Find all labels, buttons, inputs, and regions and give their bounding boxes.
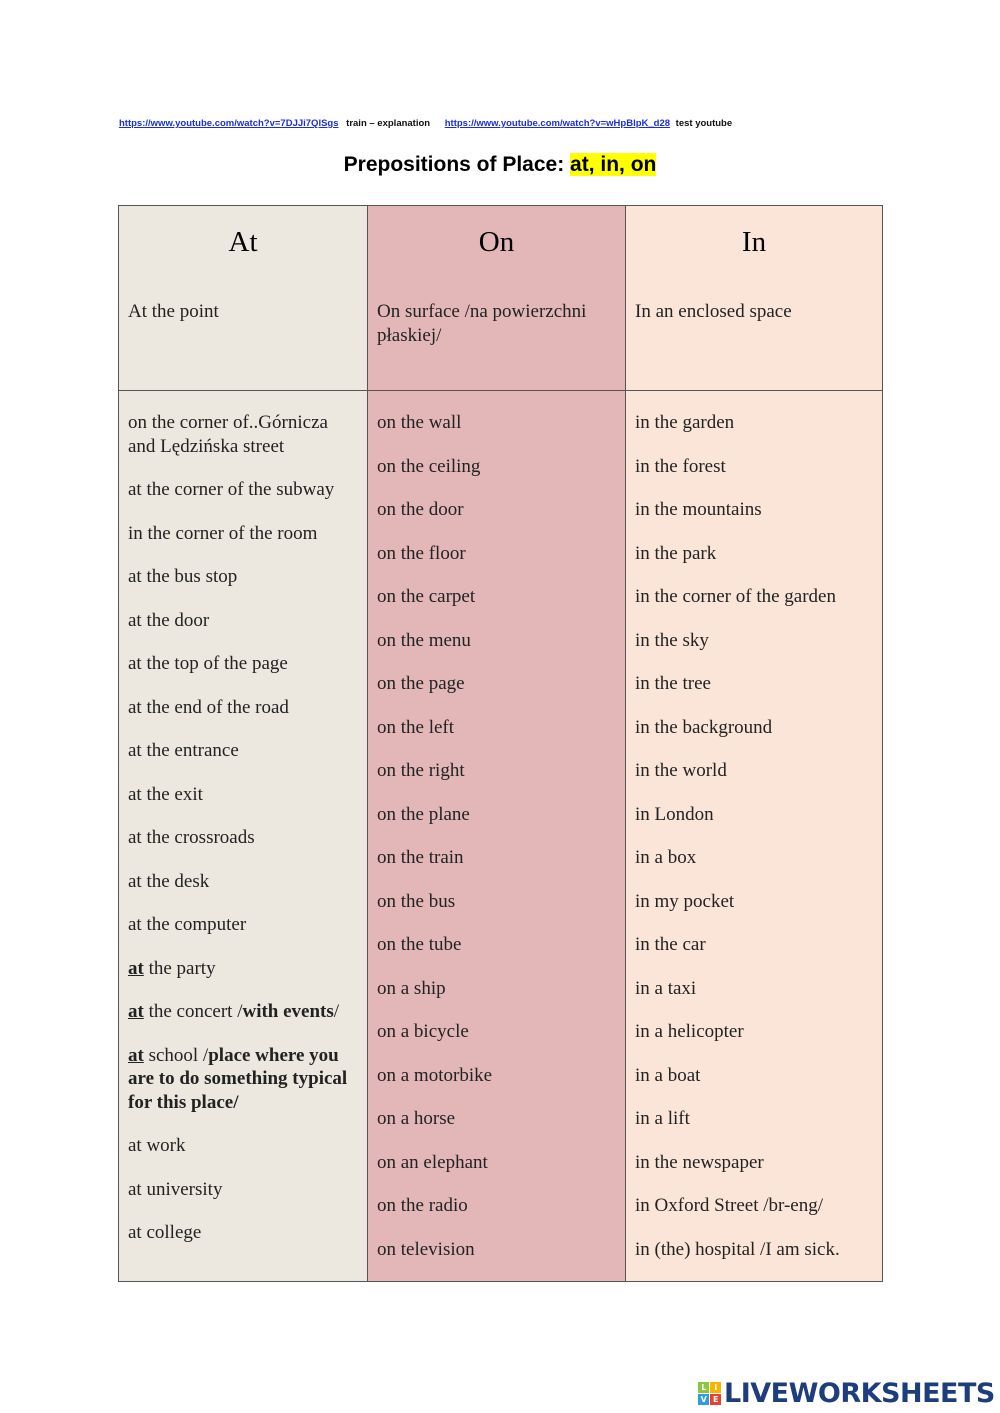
list-item	[635, 933, 872, 957]
item-text: at the door	[128, 609, 210, 631]
in-examples-cell	[626, 391, 883, 1282]
logo-tiles-icon	[698, 1382, 721, 1405]
list-item	[128, 478, 357, 502]
list-item	[377, 455, 615, 479]
list-item	[377, 542, 615, 566]
item-text: at college	[128, 1222, 202, 1243]
item-text: on the wall	[377, 412, 462, 433]
list-item	[635, 1064, 872, 1088]
item-text: in the sky	[635, 629, 709, 651]
list-item	[128, 1178, 357, 1202]
list-item	[635, 890, 872, 914]
item-text: in the background	[635, 716, 773, 738]
item-text: at the exit	[128, 783, 203, 805]
item-text: in (the) hospital /I am sick.	[635, 1238, 840, 1260]
title-highlight: at, in, on	[570, 153, 657, 176]
item-text: on the corner of..Górnicza and Lędzińska street	[128, 412, 328, 457]
list-item	[128, 411, 357, 458]
column-description: At the point	[128, 301, 219, 322]
list-item	[377, 1238, 615, 1262]
header-at	[119, 206, 368, 391]
list-item	[128, 913, 357, 937]
list-item	[377, 498, 615, 522]
item-text: /	[333, 1001, 340, 1022]
item-text: in London	[635, 803, 714, 825]
list-item	[128, 522, 357, 546]
item-text: at the desk	[128, 870, 210, 892]
list-item	[128, 696, 357, 720]
at-examples	[119, 391, 367, 1245]
list-item	[635, 411, 872, 435]
list-item	[128, 957, 357, 981]
title-text: Prepositions of Place:	[343, 153, 571, 176]
header-row	[119, 206, 883, 391]
item-text: on the door	[377, 499, 464, 520]
item-text: at the top of the page	[128, 653, 288, 674]
logo-tile: L	[698, 1382, 709, 1393]
item-text: the concert /	[143, 1001, 243, 1022]
header-on	[368, 206, 626, 391]
list-item	[377, 803, 615, 827]
item-text: at	[128, 1001, 144, 1022]
item-text: the party	[143, 957, 216, 979]
list-item	[377, 977, 615, 1001]
list-item	[377, 672, 615, 696]
item-text: place where you are to do something typical for this place/	[128, 1044, 348, 1113]
list-item	[128, 1000, 357, 1024]
item-text: on a ship	[377, 977, 446, 999]
item-text: on an elephant	[377, 1151, 488, 1173]
item-text: with events	[242, 1001, 334, 1022]
youtube-link-2[interactable]: https://www.youtube.com/watch?v=wHpBlpK_d28	[444, 118, 671, 129]
item-text: in Oxford Street /br-eng/	[635, 1195, 823, 1216]
item-text: on the menu	[377, 629, 471, 651]
list-item	[635, 455, 872, 479]
youtube-link-1[interactable]: https://www.youtube.com/watch?v=7DJJi7QlSgs	[119, 118, 339, 129]
list-item	[635, 672, 872, 696]
item-text: in a box	[635, 847, 697, 868]
logo-tile: E	[710, 1394, 721, 1405]
item-text: in the park	[635, 542, 717, 564]
item-text: on the tube	[377, 934, 462, 955]
column-description: On surface /na powierzchni płaskiej/	[377, 301, 587, 346]
list-item	[635, 1238, 872, 1262]
liveworksheets-logo	[698, 1378, 995, 1409]
list-item	[128, 1221, 357, 1245]
list-item	[635, 846, 872, 870]
item-text: in the corner of the room	[128, 522, 318, 544]
item-text: on the ceiling	[377, 455, 481, 477]
page-title	[0, 153, 1000, 177]
item-text: in the car	[635, 934, 706, 955]
video-links	[119, 118, 732, 129]
item-text: in the newspaper	[635, 1151, 764, 1173]
link-1-note: train – explanation	[346, 118, 431, 129]
item-text: in a helicopter	[635, 1021, 744, 1042]
item-text: on the carpet	[377, 586, 476, 607]
in-examples	[626, 391, 882, 1261]
item-text: in the garden	[635, 412, 735, 433]
list-item	[635, 1151, 872, 1175]
item-text: in the forest	[635, 455, 726, 477]
item-text: on the floor	[377, 542, 466, 564]
item-text: in a boat	[635, 1064, 701, 1086]
list-item	[128, 565, 357, 589]
list-item	[377, 1020, 615, 1044]
item-text: at the computer	[128, 914, 247, 935]
item-text: at the bus stop	[128, 566, 238, 587]
item-text: on the plane	[377, 803, 470, 825]
item-text: on the bus	[377, 890, 456, 912]
list-item	[635, 542, 872, 566]
at-examples-cell	[119, 391, 368, 1282]
list-item	[635, 803, 872, 827]
list-item	[377, 1194, 615, 1218]
list-item	[128, 652, 357, 676]
item-text: in the corner of the garden	[635, 586, 836, 607]
item-text: on a motorbike	[377, 1064, 493, 1086]
list-item	[377, 890, 615, 914]
list-item	[128, 870, 357, 894]
list-item	[128, 739, 357, 763]
list-item	[635, 629, 872, 653]
list-item	[377, 1107, 615, 1131]
item-text: at the end of the road	[128, 696, 289, 718]
list-item	[377, 846, 615, 870]
list-item	[635, 759, 872, 783]
list-item	[377, 585, 615, 609]
list-item	[128, 783, 357, 807]
list-item	[377, 411, 615, 435]
item-text: on a horse	[377, 1108, 456, 1129]
list-item	[128, 1044, 357, 1115]
on-examples	[368, 391, 625, 1261]
item-text: on the right	[377, 760, 465, 781]
list-item	[128, 826, 357, 850]
item-text: in a lift	[635, 1108, 690, 1129]
header-in	[626, 206, 883, 391]
list-item	[635, 498, 872, 522]
list-item	[635, 1194, 872, 1218]
item-text: at	[128, 957, 144, 979]
item-text: on the radio	[377, 1195, 468, 1216]
item-text: on the train	[377, 847, 464, 868]
item-text: in my pocket	[635, 890, 735, 912]
column-name: At	[228, 226, 258, 258]
item-text: at work	[128, 1135, 186, 1156]
list-item	[635, 1107, 872, 1131]
list-item	[377, 629, 615, 653]
list-item	[377, 933, 615, 957]
item-text: at	[128, 1044, 144, 1066]
item-text: at the crossroads	[128, 827, 255, 848]
prepositions-table	[118, 205, 883, 1282]
item-text: school /	[143, 1044, 209, 1066]
list-item	[635, 716, 872, 740]
logo-tile: V	[698, 1394, 709, 1405]
list-item	[128, 1134, 357, 1158]
item-text: at university	[128, 1178, 223, 1200]
list-item	[377, 716, 615, 740]
logo-text: LIVEWORKSHEETS	[724, 1378, 995, 1409]
item-text: in the mountains	[635, 499, 762, 520]
column-description: In an enclosed space	[635, 301, 792, 322]
item-text: on a bicycle	[377, 1021, 469, 1042]
list-item	[377, 759, 615, 783]
item-text: in a taxi	[635, 977, 697, 999]
logo-tile: I	[710, 1382, 721, 1393]
list-item	[128, 609, 357, 633]
column-name: In	[741, 226, 767, 258]
list-item	[635, 585, 872, 609]
list-item	[635, 1020, 872, 1044]
examples-row	[119, 391, 883, 1282]
item-text: in the tree	[635, 673, 711, 694]
item-text: on the left	[377, 716, 455, 738]
list-item	[377, 1151, 615, 1175]
item-text: at the entrance	[128, 740, 239, 761]
item-text: in the world	[635, 760, 727, 781]
link-2-note: test youtube	[675, 118, 733, 129]
item-text: at the corner of the subway	[128, 479, 335, 500]
list-item	[635, 977, 872, 1001]
item-text: on television	[377, 1238, 475, 1260]
on-examples-cell	[368, 391, 626, 1282]
item-text: on the page	[377, 673, 465, 694]
list-item	[377, 1064, 615, 1088]
column-name: On	[478, 226, 515, 258]
